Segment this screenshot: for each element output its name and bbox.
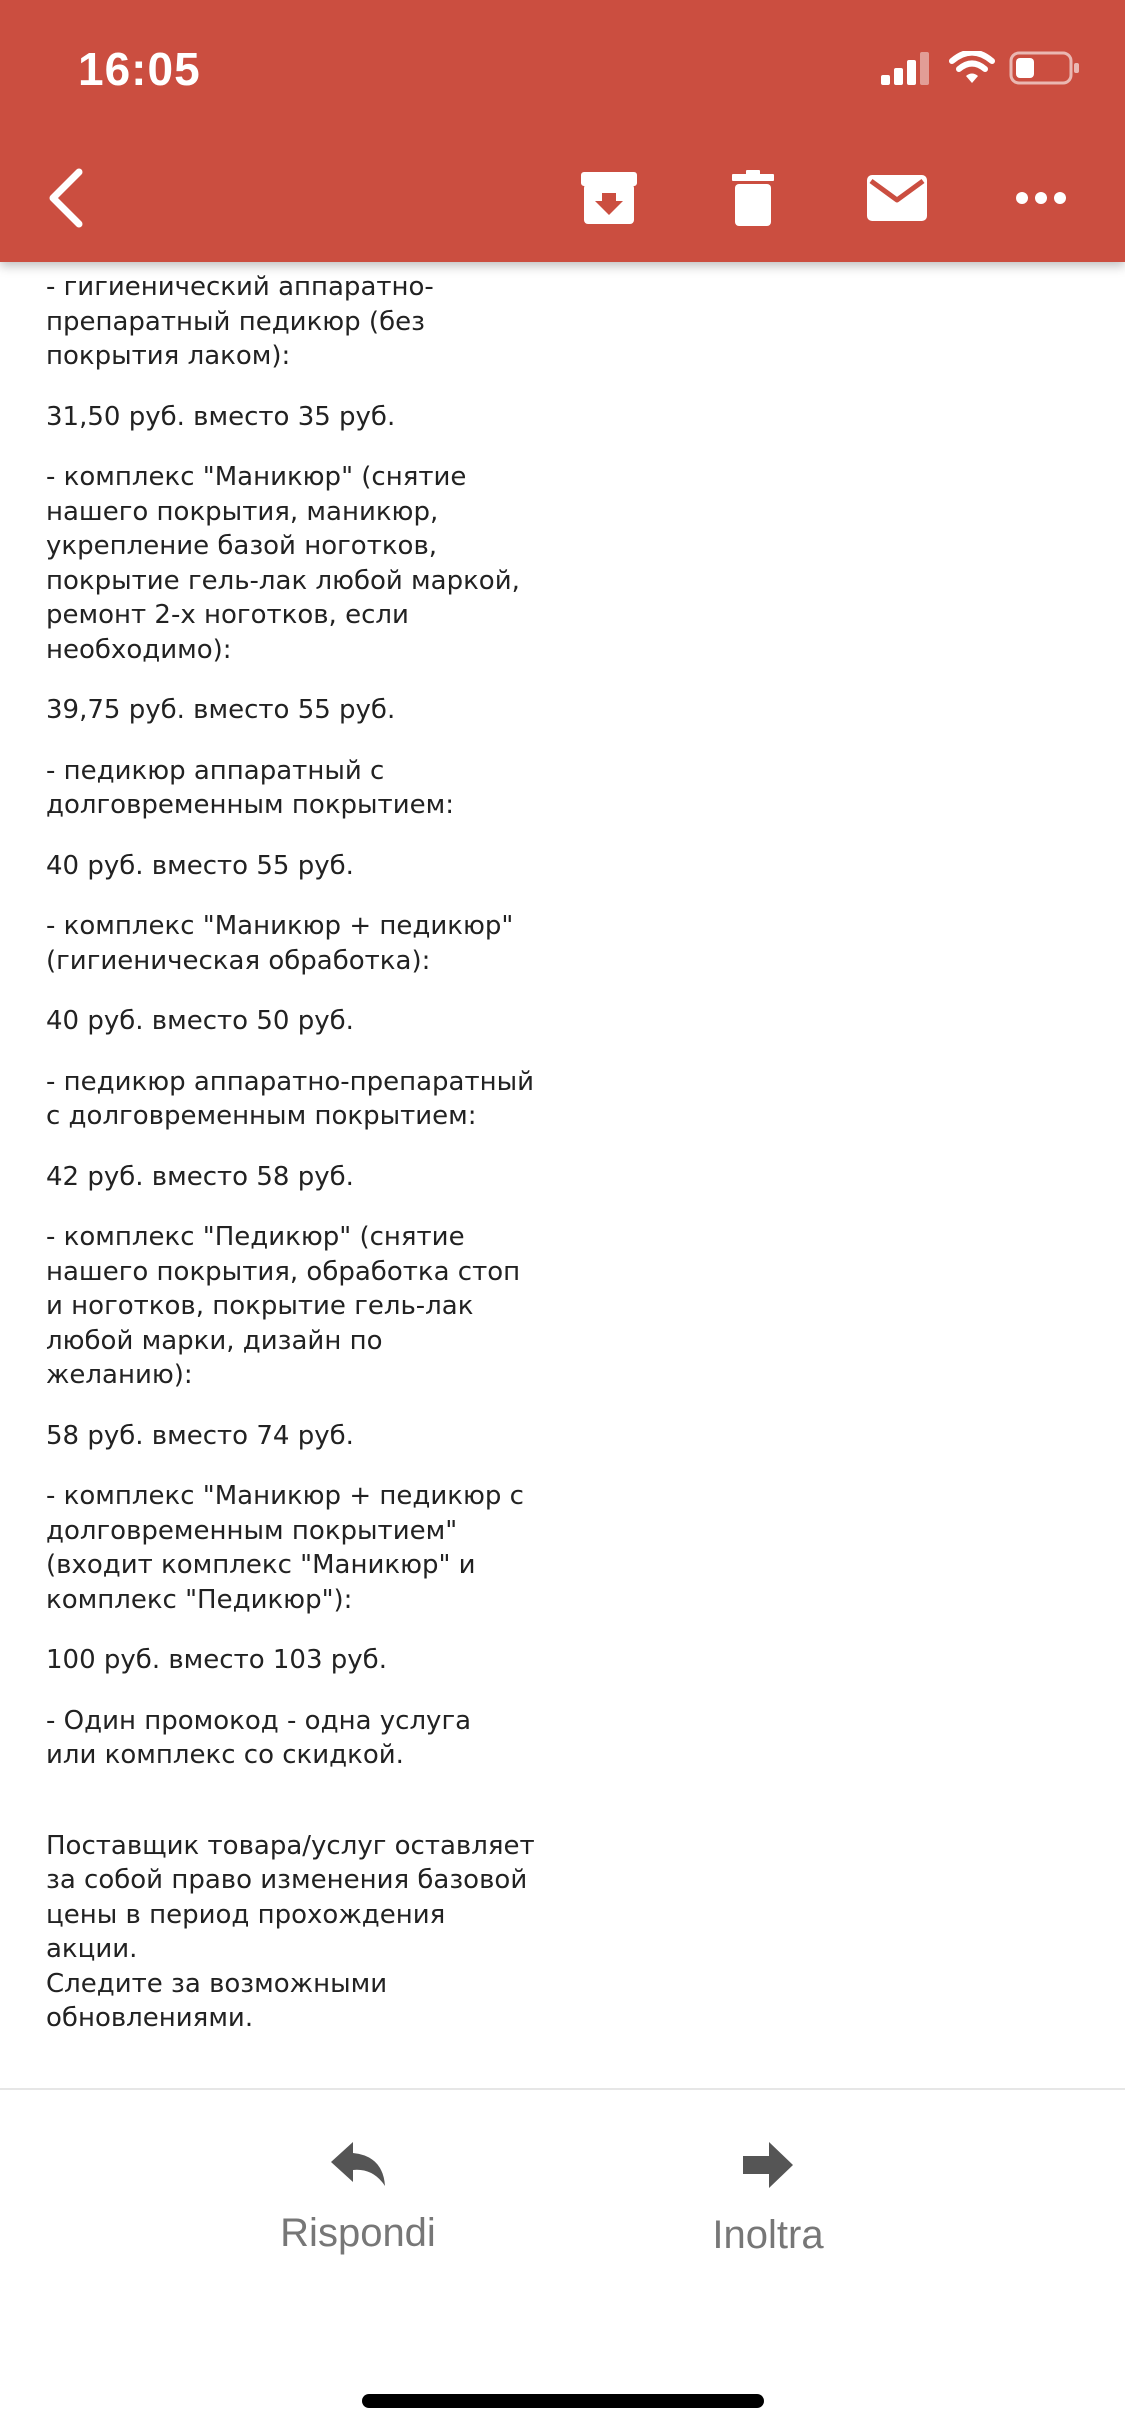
more-button[interactable] — [996, 160, 1086, 240]
email-paragraph: 40 руб. вместо 50 руб. — [46, 1006, 354, 1036]
delete-button[interactable] — [708, 160, 798, 240]
email-paragraph: - комплекс "Маникюр + педикюр с долговременным покрытием" (входит комплекс "Маникюр" и комплекс "Педикюр"): — [46, 1481, 524, 1615]
email-footer-note: Поставщик товара/услуг оставляет за собой право изменения базовой цены в период прохождения акции. Следите за возможными обновлениями. — [46, 1830, 535, 2033]
battery-icon — [1009, 51, 1081, 85]
status-icons — [879, 48, 1081, 88]
email-paragraph: 58 руб. вместо 74 руб. — [46, 1420, 354, 1451]
email-paragraph: 100 руб. вместо 103 руб. — [46, 1645, 387, 1675]
status-time: 16:05 — [78, 43, 201, 95]
mail-icon — [866, 174, 928, 227]
home-indicator[interactable] — [362, 2394, 764, 2408]
email-paragraph: - педикюр аппаратно-препаратный с долговременным покрытием: — [46, 1066, 535, 1131]
reply-button[interactable] — [228, 2140, 488, 2256]
back-button[interactable] — [20, 160, 110, 240]
divider — [0, 2088, 1125, 2090]
email-paragraph: 31,50 руб. вместо 35 руб. — [46, 401, 396, 432]
email-paragraph: 39,75 руб. вместо 55 руб. — [46, 695, 396, 725]
top-bar — [0, 0, 1125, 262]
more-icon — [1015, 191, 1067, 210]
email-paragraph: 42 руб. вместо 58 руб. — [46, 1161, 354, 1192]
email-paragraph: - гигиенический аппаратно- препаратный педикюр (без покрытия лаком): — [46, 272, 434, 371]
email-paragraph: - комплекс "Маникюр + педикюр" (гигиеническая обработка): — [46, 911, 514, 976]
forward-arrow-icon — [741, 2177, 795, 2194]
forward-label: Inoltra — [712, 2213, 824, 2257]
archive-icon — [580, 171, 638, 230]
archive-button[interactable] — [564, 160, 654, 240]
reply-icon — [329, 2175, 387, 2192]
cellular-signal-icon — [879, 51, 935, 85]
trash-icon — [731, 170, 775, 231]
reply-label: Rispondi — [280, 2211, 436, 2255]
email-paragraph: 40 руб. вместо 55 руб. — [46, 850, 354, 881]
wifi-icon — [949, 51, 995, 85]
email-paragraph: - комплекс "Педикюр" (снятие нашего покрытия, обработка стоп и ноготков, покрытие гель-лак любой марки, дизайн по желанию): — [46, 1222, 521, 1390]
forward-button[interactable] — [638, 2140, 898, 2258]
back-chevron-icon — [43, 166, 87, 235]
mark-unread-button[interactable] — [852, 160, 942, 240]
email-paragraph: - педикюр аппаратный с долговременным покрытием: — [46, 755, 454, 820]
email-paragraph: - комплекс "Маникюр" (снятие нашего покрытия, маникюр, укрепление базой ноготков, покрытие гель-лак любой маркой, ремонт 2-х ноготков, если необходимо): — [46, 462, 520, 665]
email-paragraph: - Один промокод - одна услуга или комплекс со скидкой. — [46, 1705, 472, 1770]
email-body — [46, 270, 606, 2062]
